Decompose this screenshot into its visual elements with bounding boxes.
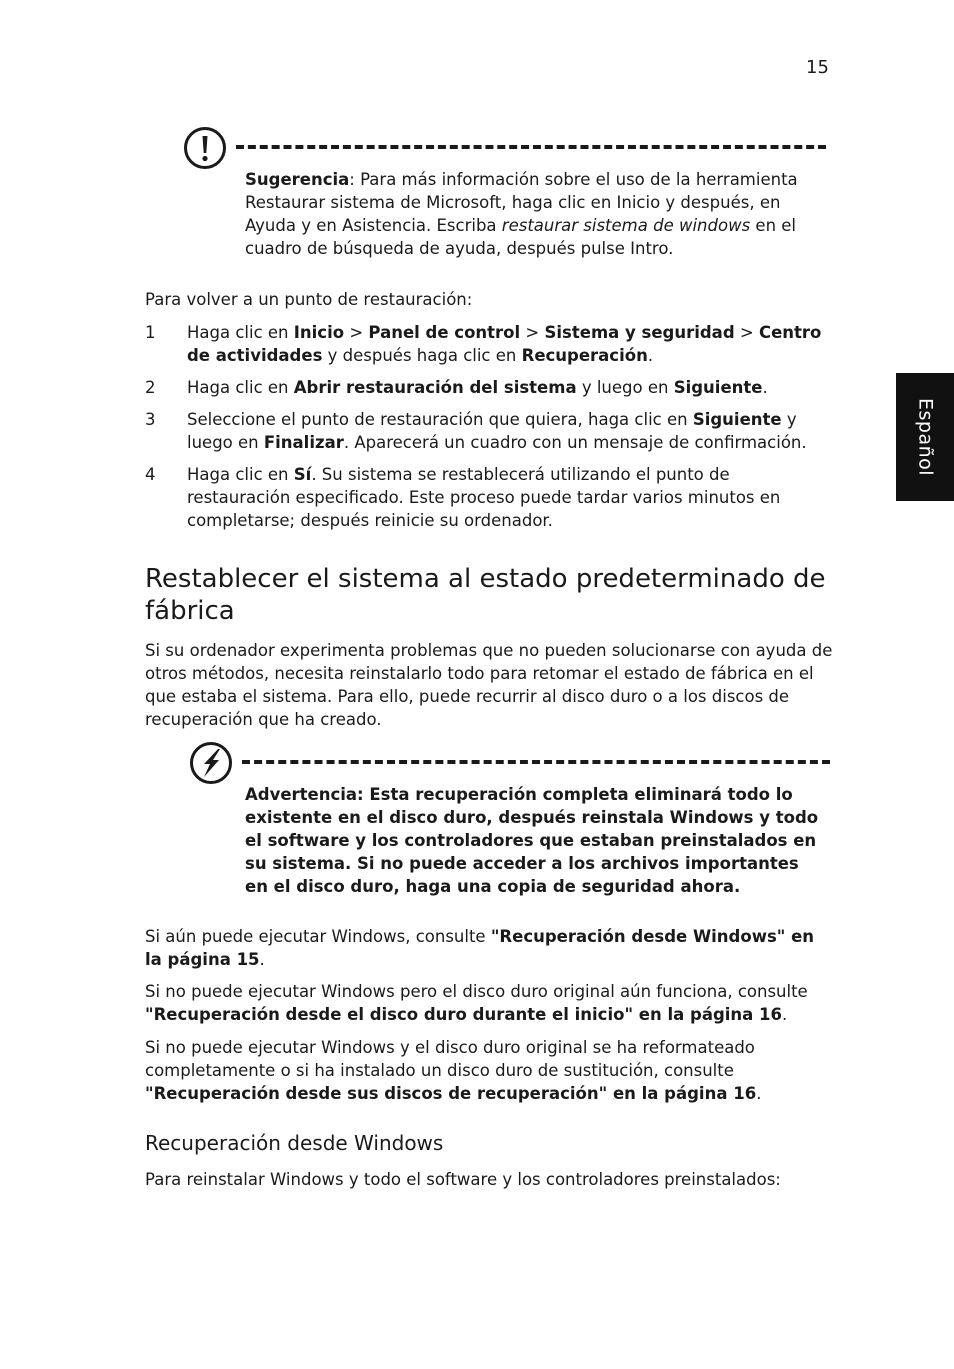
note-divider xyxy=(236,145,826,149)
ref-link: "Recuperación desde sus discos de recuperación" en la página 16 xyxy=(145,1084,757,1103)
step-number: 2 xyxy=(145,378,156,397)
section-title: Restablecer el sistema al estado predeterminado de fábrica xyxy=(145,564,826,626)
step-number: 3 xyxy=(145,410,156,429)
subsection-paragraph: Para reinstalar Windows y todo el software y los controladores preinstalados: xyxy=(145,1170,781,1189)
section-paragraph: Si su ordenador experimenta problemas que no pueden solucionarse con ayuda de otros métodos, necesita reinstalarlo todo para retomar el estado de fábrica en el que estaba el sistema. Para ello, puede recurrir al disco duro o a los discos de recuperación que ha creado. xyxy=(145,641,833,729)
tip-text-end: en el cuadro de búsqueda de ayuda, después pulse Intro. xyxy=(245,216,797,258)
language-tab xyxy=(896,373,954,501)
step-1: Haga clic en Inicio > Panel de control > Sistema y seguridad > Centro de actividades y después haga clic en Recuperación. xyxy=(187,323,822,365)
ref-link: "Recuperación desde Windows" en la página 15 xyxy=(145,927,815,969)
step-number: 4 xyxy=(145,465,156,484)
intro-text: Para volver a un punto de restauración: xyxy=(145,290,473,309)
step-4: Haga clic en Sí. Su sistema se restablecerá utilizando el punto de restauración especificado. Este proceso puede tardar varios minutos en completarse; después reinicie su ordenador. xyxy=(187,465,781,530)
tip-label: Sugerencia xyxy=(245,170,350,189)
tip-note xyxy=(245,168,835,260)
ref-recovery-discs: Si no puede ejecutar Windows y el disco duro original se ha reformateado completamente o si ha instalado un disco duro de sustitución, consulte "Recuperación desde sus discos de recuperación" en la página 16. xyxy=(145,1038,762,1103)
tip-text: : Para más información sobre el uso de la herramienta Restaurar sistema de Microsoft, haga clic en Inicio y después, en Ayuda y en Asistencia. Escriba xyxy=(245,170,798,235)
step-number: 1 xyxy=(145,323,156,342)
tip-italic: restaurar sistema de windows xyxy=(501,216,751,235)
language-tab-label: Español xyxy=(914,397,937,477)
step-2: Haga clic en Abrir restauración del sistema y luego en Siguiente. xyxy=(187,378,768,397)
ref-windows: Si aún puede ejecutar Windows, consulte "Recuperación desde Windows" en la página 15. xyxy=(145,927,815,969)
subsection-title: Recuperación desde Windows xyxy=(145,1131,444,1155)
ref-link: "Recuperación desde el disco duro durante el inicio" en la página 16 xyxy=(145,1005,783,1024)
step-3: Seleccione el punto de restauración que quiera, haga clic en Siguiente y luego en Finalizar. Aparecerá un cuadro con un mensaje de confirmación. xyxy=(187,410,807,452)
warning-lightning-icon xyxy=(189,741,233,785)
ref-hard-disk: Si no puede ejecutar Windows pero el disco duro original aún funciona, consulte "Recuperación desde el disco duro durante el inicio" en la página 16. xyxy=(145,982,808,1024)
warning-divider xyxy=(242,760,830,764)
page-number: 15 xyxy=(806,57,829,78)
warning-text: Advertencia: Esta recuperación completa eliminará todo lo existente en el disco duro, después reinstala Windows y todo el software y los controladores que estaban preinstalados en su sistema. Si no puede acceder a los archivos importantes en el disco duro, haga una copia de seguridad ahora. xyxy=(245,785,819,896)
exclamation-icon xyxy=(183,126,227,170)
